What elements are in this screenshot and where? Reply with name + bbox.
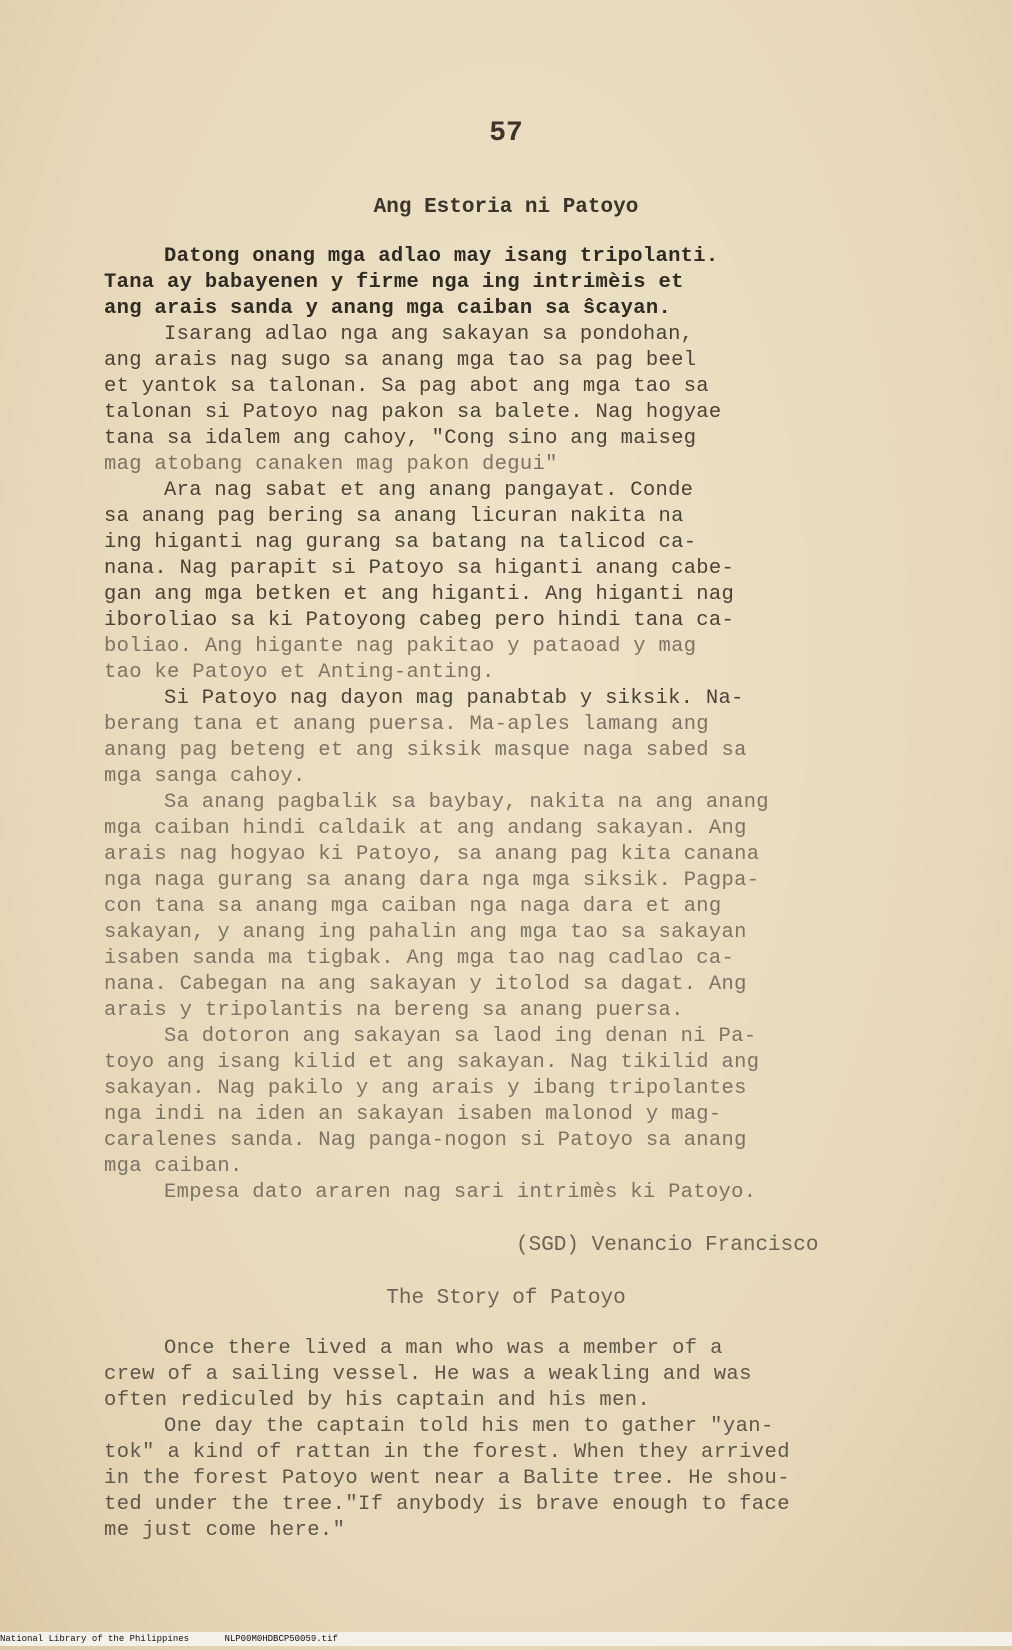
text-line: nga naga gurang sa anang dara nga mga siksik. Pagpa- [104, 869, 760, 892]
text-line: Sa anang pagbalik sa baybay, nakita na ang anang [164, 791, 769, 814]
text-line: ang arais sanda y anang mga caiban sa ŝcayan. [104, 297, 672, 320]
text-line: Sa dotoron ang sakayan sa laod ing denan ni Pa- [164, 1025, 757, 1048]
text-line: crew of a sailing vessel. He was a weakling and was [104, 1363, 752, 1386]
text-line: Empesa dato araren nag sari intrimès ki Patoyo. [164, 1181, 757, 1204]
text-line: gan ang mga betken et ang higanti. Ang higanti nag [104, 583, 735, 606]
text-line: Si Patoyo nag dayon mag panabtab y siksik. Na- [164, 687, 744, 710]
text-line: Isarang adlao nga ang sakayan sa pondohan, [164, 323, 694, 346]
english-story-body [104, 1336, 934, 1544]
text-line: ing higanti nag gurang sa batang na talicod ca- [104, 531, 697, 554]
text-line: toyo ang isang kilid et ang sakayan. Nag tikilid ang [104, 1051, 760, 1074]
text-line: mga sanga cahoy. [104, 765, 306, 788]
page-number: 57 [489, 118, 523, 149]
text-line: berang tana et anang puersa. Ma-aples lamang ang [104, 713, 709, 736]
text-line: talonan si Patoyo nag pakon sa balete. Nag hogyae [104, 401, 722, 424]
text-line: nana. Nag parapit si Patoyo sa higanti anang cabe- [104, 557, 735, 580]
text-line: Tana ay babayenen y firme nga ing intrimèis et [104, 271, 684, 294]
text-line: Once there lived a man who was a member of a [164, 1337, 723, 1360]
text-line: ted under the tree."If anybody is brave enough to face [104, 1493, 790, 1516]
text-line: mga caiban. [104, 1155, 243, 1178]
text-line: anang pag beteng et ang siksik masque naga sabed sa [104, 739, 747, 762]
text-line: ang arais nag sugo sa anang mga tao sa pag beel [104, 349, 697, 372]
text-line: often rediculed by his captain and his men. [104, 1389, 651, 1412]
text-line: Ara nag sabat et ang anang pangayat. Conde [164, 479, 694, 502]
text-line: iboroliao sa ki Patoyong cabeg pero hindi tana ca- [104, 609, 735, 632]
story-title: Ang Estoria ni Patoyo [373, 196, 639, 219]
text-line: Datong onang mga adlao may isang tripolanti. [164, 245, 719, 268]
text-line: sakayan. Nag pakilo y ang arais y ibang tripolantes [104, 1077, 747, 1100]
text-line: sakayan, y anang ing pahalin ang mga tao sa sakayan [104, 921, 747, 944]
text-line: me just come here." [104, 1519, 346, 1542]
text-line: et yantok sa talonan. Sa pag abot ang mga tao sa [104, 375, 709, 398]
tagalog-story-body [104, 244, 924, 1206]
text-line: tao ke Patoyo et Anting-anting. [104, 661, 495, 684]
english-title: The Story of Patoyo [386, 1287, 626, 1310]
text-line: mga caiban hindi caldaik at ang andang sakayan. Ang [104, 817, 747, 840]
text-line: con tana sa anang mga caiban nga naga dara et ang [104, 895, 722, 918]
signature-line: (SGD) Venancio Francisco [516, 1234, 819, 1257]
text-line: isaben sanda ma tigbak. Ang mga tao nag cadlao ca- [104, 947, 735, 970]
text-line: mag atobang canaken mag pakon degui" [104, 453, 558, 476]
text-line: tana sa idalem ang cahoy, "Cong sino ang maiseg [104, 427, 697, 450]
text-line: arais nag hogyao ki Patoyo, sa anang pag kita canana [104, 843, 760, 866]
footer-library: National Library of the Philippines [0, 1634, 190, 1644]
text-line: nga indi na iden an sakayan isaben malonod y mag- [104, 1103, 722, 1126]
text-line: tok" a kind of rattan in the forest. When they arrived [104, 1441, 790, 1464]
text-line: caralenes sanda. Nag panga-nogon si Patoyo sa anang [104, 1129, 747, 1152]
text-line: sa anang pag bering sa anang licuran nakita na [104, 505, 684, 528]
text-line: boliao. Ang higante nag pakitao y pataoad y mag [104, 635, 697, 658]
text-line: arais y tripolantis na bereng sa anang puersa. [104, 999, 684, 1022]
archive-footer [0, 1632, 1012, 1646]
text-line: One day the captain told his men to gather "yan- [164, 1415, 774, 1438]
text-line: in the forest Patoyo went near a Balite tree. He shou- [104, 1467, 790, 1490]
text-line: nana. Cabegan na ang sakayan y itolod sa dagat. Ang [104, 973, 747, 996]
footer-file-id: NLP00M0HDBCP50059.tif [224, 1634, 338, 1644]
